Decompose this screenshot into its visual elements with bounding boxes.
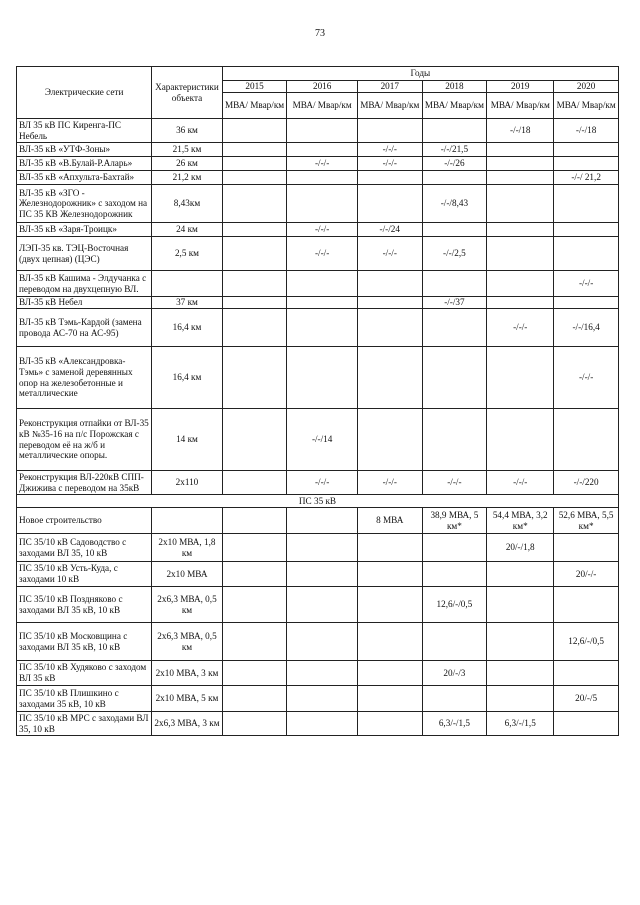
header-characteristics: Характеристики объекта (152, 67, 223, 119)
row-value: 20/-/1,8 (487, 534, 554, 562)
row-value (222, 534, 287, 562)
row-characteristics: 8,43км (152, 185, 223, 223)
header-year: 2019 (487, 81, 554, 93)
row-value: 52,6 МВА, 5,5 км* (554, 508, 619, 534)
row-value (554, 661, 619, 686)
section-body (17, 495, 619, 508)
row-value: -/-/- (287, 237, 358, 271)
row-value (287, 271, 358, 297)
table-row (17, 271, 619, 297)
row-value (357, 185, 422, 223)
header-unit: МВА/ Мвар/км (554, 93, 619, 119)
row-value: -/-/- (357, 143, 422, 157)
row-value (554, 157, 619, 171)
row-value (422, 562, 487, 587)
row-name: Реконструкция отпайки от ВЛ-35 кВ №35-16 на п/с Порожская с переводом её на ж/б и металлические опоры. (17, 409, 152, 471)
table-row (17, 623, 619, 661)
row-value (357, 271, 422, 297)
row-value: -/-/2,5 (422, 237, 487, 271)
row-value (487, 185, 554, 223)
row-characteristics (152, 271, 223, 297)
header-year: 2020 (554, 81, 619, 93)
row-value (287, 508, 358, 534)
table-row (17, 508, 619, 534)
row-name: ВЛ-35 кВ «Александровка-Тэмь» с заменой деревянных опор на железобетонные и металлические (17, 347, 152, 409)
row-value (422, 119, 487, 143)
row-value (554, 223, 619, 237)
row-characteristics: 2х10 МВА, 1,8 км (152, 534, 223, 562)
table-row (17, 409, 619, 471)
row-name: ВЛ-35 кВ «В.Булай-Р.Аларь» (17, 157, 152, 171)
row-value (222, 143, 287, 157)
row-value (222, 237, 287, 271)
row-value (487, 143, 554, 157)
row-name: ЛЭП-35 кв. ТЭЦ-Восточная (двух цепная) (ЦЭС) (17, 237, 152, 271)
row-value: -/-/- (357, 157, 422, 171)
row-value (222, 508, 287, 534)
row-value (287, 143, 358, 157)
row-name: Новое строительство (17, 508, 152, 534)
row-value: -/-/- (287, 223, 358, 237)
table-row (17, 171, 619, 185)
row-value: -/-/- (487, 309, 554, 347)
header-unit: МВА/ Мвар/км (357, 93, 422, 119)
row-value (487, 661, 554, 686)
row-characteristics: 16,4 км (152, 309, 223, 347)
row-name: ВЛ-35 кВ Кашима - Элдучанка с переводом на двухцепную ВЛ. (17, 271, 152, 297)
row-value (222, 661, 287, 686)
row-characteristics: 36 км (152, 119, 223, 143)
row-value (222, 223, 287, 237)
row-characteristics: 2х6,3 МВА, 0,5 км (152, 587, 223, 623)
header-years: Годы (222, 67, 618, 81)
table-row (17, 534, 619, 562)
table-row (17, 157, 619, 171)
row-value (222, 623, 287, 661)
row-value (357, 409, 422, 471)
row-value (222, 271, 287, 297)
row-value (287, 661, 358, 686)
row-value: -/-/- (487, 471, 554, 495)
row-value (487, 409, 554, 471)
row-value: 38,9 МВА, 5 км* (422, 508, 487, 534)
row-value: -/-/18 (554, 119, 619, 143)
row-value (222, 171, 287, 185)
row-value (487, 223, 554, 237)
row-value (554, 143, 619, 157)
row-value (357, 623, 422, 661)
lines-body (17, 119, 619, 495)
table-row (17, 686, 619, 712)
row-name: ПС 35/10 кВ МРС с заходами ВЛ 35, 10 кВ (17, 712, 152, 736)
row-value (554, 409, 619, 471)
row-name: ВЛ-35 кВ Небел (17, 297, 152, 309)
row-value (357, 309, 422, 347)
row-value: -/-/- (422, 471, 487, 495)
row-value (287, 534, 358, 562)
row-value: -/-/26 (422, 157, 487, 171)
row-characteristics: 2х10 МВА (152, 562, 223, 587)
row-name: ВЛ-35 кВ «УТФ-Зоны» (17, 143, 152, 157)
row-name: ПС 35/10 кВ Худяково с заходом ВЛ 35 кВ (17, 661, 152, 686)
row-value: -/-/21,5 (422, 143, 487, 157)
header-year: 2015 (222, 81, 287, 93)
row-characteristics (152, 508, 223, 534)
row-value: 20/-/5 (554, 686, 619, 712)
row-value (357, 587, 422, 623)
row-value (287, 185, 358, 223)
row-value (287, 587, 358, 623)
row-name: ПС 35/10 кВ Поздняково с заходами ВЛ 35 кВ, 10 кВ (17, 587, 152, 623)
row-value (222, 297, 287, 309)
row-value (287, 623, 358, 661)
row-value (287, 347, 358, 409)
table-row (17, 185, 619, 223)
row-name: Реконструкция ВЛ-220кВ СПП-Джижива с переводом на 35кВ (17, 471, 152, 495)
row-value (422, 347, 487, 409)
row-name: ПС 35/10 кВ Плишкино с заходами 35 кВ, 10 кВ (17, 686, 152, 712)
row-value (222, 471, 287, 495)
row-value (222, 686, 287, 712)
row-value (287, 297, 358, 309)
row-value (287, 562, 358, 587)
row-name: ПС 35/10 кВ Усть-Куда, с заходами 10 кВ (17, 562, 152, 587)
row-value (357, 171, 422, 185)
table-row (17, 471, 619, 495)
row-value (422, 171, 487, 185)
row-name: ВЛ 35 кВ ПС Киренга-ПС Небель (17, 119, 152, 143)
row-value (287, 171, 358, 185)
row-value: -/-/37 (422, 297, 487, 309)
row-value: -/-/- (554, 347, 619, 409)
row-value: 12,6/-/0,5 (554, 623, 619, 661)
row-value (554, 534, 619, 562)
header-year: 2017 (357, 81, 422, 93)
row-value: -/-/- (287, 157, 358, 171)
row-value (487, 562, 554, 587)
row-value: 12,6/-/0,5 (422, 587, 487, 623)
row-characteristics: 21,2 км (152, 171, 223, 185)
row-value (422, 223, 487, 237)
row-value: -/-/ 21,2 (554, 171, 619, 185)
table-row (17, 712, 619, 736)
row-value (357, 686, 422, 712)
row-value (222, 347, 287, 409)
section-title: ПС 35 кВ (17, 495, 619, 508)
row-value: 8 МВА (357, 508, 422, 534)
row-value: 6,3/-/1,5 (422, 712, 487, 736)
row-characteristics: 26 км (152, 157, 223, 171)
row-value (222, 119, 287, 143)
row-value (222, 185, 287, 223)
row-name: ВЛ-35 кВ Тэмь-Кардой (замена провода АС-70 на АС-95) (17, 309, 152, 347)
row-value (487, 157, 554, 171)
row-value (222, 409, 287, 471)
table-row (17, 223, 619, 237)
row-characteristics: 37 км (152, 297, 223, 309)
row-value (287, 309, 358, 347)
row-value (554, 185, 619, 223)
row-value: -/-/- (554, 271, 619, 297)
row-value (487, 587, 554, 623)
power-grid-table (16, 66, 619, 736)
row-value (357, 712, 422, 736)
row-value (287, 712, 358, 736)
row-name: ВЛ-35 кВ «ЗГО - Железнодорожник» с заходом на ПС 35 КВ Железнодорожник (17, 185, 152, 223)
row-value (487, 171, 554, 185)
row-value (487, 686, 554, 712)
row-value (222, 309, 287, 347)
header-unit: МВА/ Мвар/км (287, 93, 358, 119)
row-characteristics: 2х10 МВА, 3 км (152, 661, 223, 686)
row-value (357, 119, 422, 143)
row-value (487, 623, 554, 661)
table-row (17, 347, 619, 409)
row-characteristics: 14 км (152, 409, 223, 471)
row-value: -/-/8,43 (422, 185, 487, 223)
table-row (17, 237, 619, 271)
row-value (222, 157, 287, 171)
row-value (487, 271, 554, 297)
table-row (17, 297, 619, 309)
row-value (487, 237, 554, 271)
row-value: 20/-/3 (422, 661, 487, 686)
row-value (222, 587, 287, 623)
row-characteristics: 21,5 км (152, 143, 223, 157)
row-characteristics: 2х6,3 МВА, 0,5 км (152, 623, 223, 661)
row-characteristics: 2х110 (152, 471, 223, 495)
row-value (287, 119, 358, 143)
row-characteristics: 2х10 МВА, 5 км (152, 686, 223, 712)
row-value (357, 562, 422, 587)
row-value: -/-/- (357, 237, 422, 271)
row-value: -/-/- (357, 471, 422, 495)
row-value (422, 534, 487, 562)
row-value (554, 237, 619, 271)
row-value: 6,3/-/1,5 (487, 712, 554, 736)
row-value (554, 297, 619, 309)
header-unit: МВА/ Мвар/км (222, 93, 287, 119)
row-value (222, 712, 287, 736)
row-value: -/-/18 (487, 119, 554, 143)
row-value: -/-/- (287, 471, 358, 495)
row-value: 54,4 МВА, 3,2 км* (487, 508, 554, 534)
table-row (17, 309, 619, 347)
row-name: ПС 35/10 кВ Московщина с заходами ВЛ 35 кВ, 10 кВ (17, 623, 152, 661)
substations-body (17, 508, 619, 736)
header-networks: Электрические сети (17, 67, 152, 119)
row-name: ВЛ-35 кВ «Апхульта-Бахтай» (17, 171, 152, 185)
page-number: 73 (315, 28, 325, 39)
row-characteristics: 24 км (152, 223, 223, 237)
row-value (422, 309, 487, 347)
row-value: -/-/24 (357, 223, 422, 237)
row-value (554, 712, 619, 736)
row-value (422, 686, 487, 712)
row-name: ВЛ-35 кВ «Заря-Троицк» (17, 223, 152, 237)
header-year: 2018 (422, 81, 487, 93)
row-value (357, 661, 422, 686)
row-value (357, 297, 422, 309)
row-value (357, 347, 422, 409)
row-characteristics: 2,5 км (152, 237, 223, 271)
header-unit: МВА/ Мвар/км (487, 93, 554, 119)
row-value: -/-/14 (287, 409, 358, 471)
row-value (487, 347, 554, 409)
row-value (287, 686, 358, 712)
row-characteristics: 16,4 км (152, 347, 223, 409)
row-value: -/-/220 (554, 471, 619, 495)
row-value: -/-/16,4 (554, 309, 619, 347)
table-row (17, 143, 619, 157)
row-value (422, 623, 487, 661)
row-name: ПС 35/10 кВ Садоводство с заходами ВЛ 35, 10 кВ (17, 534, 152, 562)
header-unit: МВА/ Мвар/км (422, 93, 487, 119)
row-characteristics: 2х6,3 МВА, 3 км (152, 712, 223, 736)
table-row (17, 587, 619, 623)
table-row (17, 661, 619, 686)
row-value (554, 587, 619, 623)
table-row (17, 562, 619, 587)
row-value (422, 409, 487, 471)
row-value (357, 534, 422, 562)
table-row (17, 119, 619, 143)
row-value: 20/-/- (554, 562, 619, 587)
row-value (222, 562, 287, 587)
row-value (487, 297, 554, 309)
row-value (422, 271, 487, 297)
header-year: 2016 (287, 81, 358, 93)
